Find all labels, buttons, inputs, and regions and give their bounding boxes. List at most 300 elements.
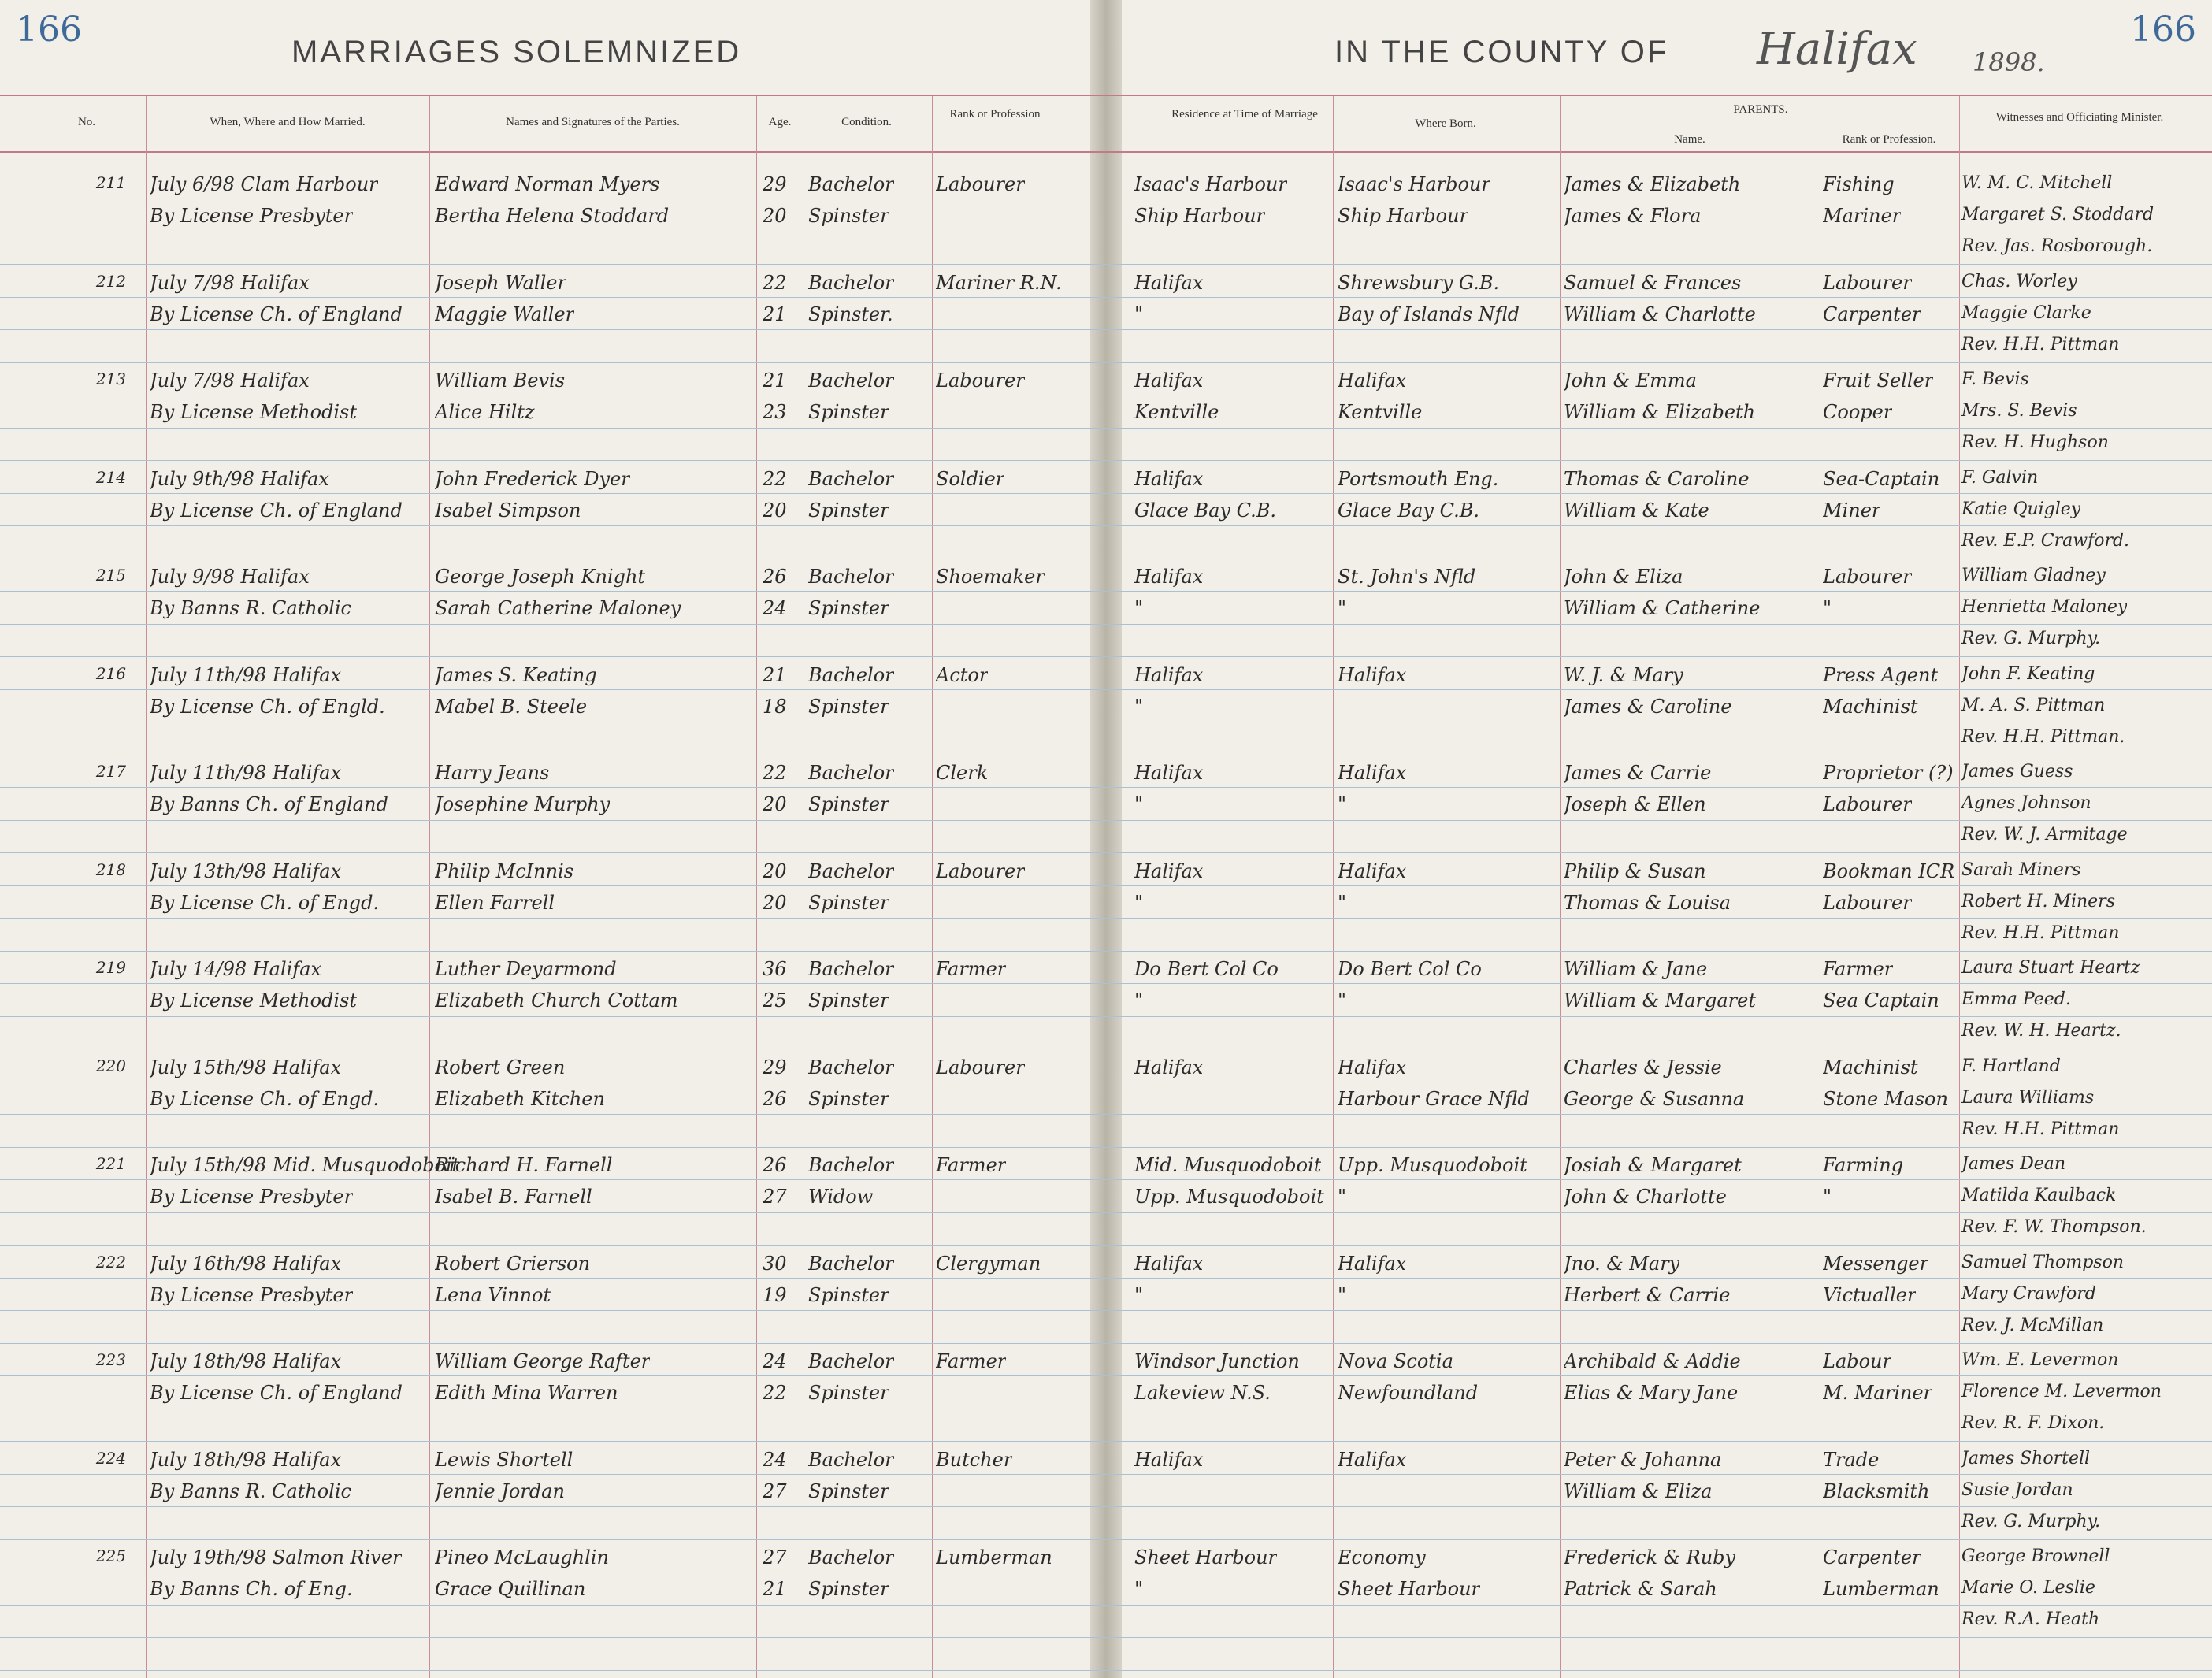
groom-name: George Joseph Knight bbox=[435, 566, 646, 588]
groom-rank: Clergyman bbox=[936, 1252, 1041, 1275]
groom-parents: Josiah & Margaret bbox=[1564, 1154, 1742, 1176]
groom-residence: Mid. Musquodoboit bbox=[1134, 1154, 1322, 1176]
groom-parents: W. J. & Mary bbox=[1564, 663, 1683, 686]
groom-name: James S. Keating bbox=[435, 663, 597, 686]
county-name: Halifax bbox=[1757, 24, 1917, 75]
ruled-line bbox=[0, 918, 2212, 919]
bride-age: 22 bbox=[763, 1382, 787, 1404]
witness-two: M. A. S. Pittman bbox=[1961, 695, 2106, 715]
groom-residence: Halifax bbox=[1134, 271, 1204, 294]
bride-age: 19 bbox=[763, 1283, 787, 1306]
groom-name: Robert Grierson bbox=[435, 1252, 591, 1275]
entry-number: 214 bbox=[95, 467, 126, 487]
groom-name: Harry Jeans bbox=[435, 762, 550, 784]
bride-birthplace: " bbox=[1338, 1283, 1347, 1306]
entry-number: 220 bbox=[95, 1056, 126, 1075]
officiating-minister: Rev. Jas. Rosborough. bbox=[1961, 236, 2153, 256]
entry-number: 211 bbox=[95, 173, 126, 192]
how-married-line: By License Ch. of Engd. bbox=[150, 1087, 380, 1110]
bride-parents: William & Charlotte bbox=[1564, 303, 1756, 325]
ruled-line bbox=[0, 1441, 2212, 1442]
bride-age: 18 bbox=[763, 695, 787, 718]
groom-birthplace: Portsmouth Eng. bbox=[1338, 467, 1499, 490]
witness-two: Maggie Clarke bbox=[1961, 303, 2091, 323]
bride-parents: Joseph & Ellen bbox=[1564, 793, 1706, 815]
groom-parents: William & Jane bbox=[1564, 958, 1708, 980]
groom-age: 27 bbox=[763, 1546, 787, 1568]
groom-parents-rank: Press Agent bbox=[1823, 663, 1939, 686]
bride-birthplace: " bbox=[1338, 793, 1347, 815]
col-header-witnesses: Witnesses and Officiating Minister. bbox=[1995, 111, 2164, 124]
groom-rank: Shoemaker bbox=[936, 566, 1045, 588]
ruled-line bbox=[0, 525, 2212, 526]
bride-age: 20 bbox=[763, 499, 787, 522]
bride-name: Alice Hiltz bbox=[435, 401, 535, 423]
bride-residence: Lakeview N.S. bbox=[1134, 1382, 1271, 1404]
groom-birthplace: Halifax bbox=[1338, 859, 1407, 882]
col-header-no: No. bbox=[77, 116, 96, 128]
bride-condition: Spinster bbox=[808, 205, 889, 227]
groom-parents-rank: Bookman ICR bbox=[1823, 859, 1955, 882]
witness-one: Wm. E. Levermon bbox=[1961, 1350, 2119, 1370]
how-married-line: By License Presbyter bbox=[150, 205, 354, 227]
when-where-line: July 15th/98 Halifax bbox=[150, 1056, 342, 1078]
bride-condition: Spinster bbox=[808, 793, 889, 815]
bride-parents-rank: Labourer bbox=[1823, 793, 1912, 815]
col-header-parents-rank: Rank or Profession. bbox=[1842, 133, 1936, 146]
bride-parents: Patrick & Sarah bbox=[1564, 1578, 1717, 1600]
witness-one: James Dean bbox=[1961, 1154, 2066, 1174]
groom-age: 24 bbox=[763, 1350, 787, 1372]
groom-parents-rank: Labourer bbox=[1823, 566, 1912, 588]
marriage-entry bbox=[0, 762, 2212, 859]
bride-parents-rank: Victualler bbox=[1823, 1283, 1917, 1306]
witness-one: James Guess bbox=[1961, 762, 2073, 781]
how-married-line: By License Ch. of Engld. bbox=[150, 695, 385, 718]
how-married-line: By License Presbyter bbox=[150, 1186, 354, 1208]
col-header-when: When, Where and How Married. bbox=[210, 116, 366, 128]
bride-condition: Spinster bbox=[808, 1479, 889, 1502]
bride-birthplace: " bbox=[1338, 891, 1347, 914]
when-where-line: July 7/98 Halifax bbox=[150, 271, 310, 294]
how-married-line: By Banns Ch. of England bbox=[150, 793, 388, 815]
marriage-entry bbox=[0, 860, 2212, 958]
groom-rank: Lumberman bbox=[936, 1546, 1052, 1568]
groom-name: Richard H. Farnell bbox=[435, 1154, 613, 1176]
bride-condition: Spinster bbox=[808, 695, 889, 718]
bride-birthplace: " bbox=[1338, 989, 1347, 1012]
bride-parents-rank: " bbox=[1823, 1186, 1832, 1208]
marriage-entry bbox=[0, 958, 2212, 1056]
ruled-line bbox=[0, 1147, 2212, 1148]
when-where-line: July 11th/98 Halifax bbox=[150, 663, 342, 686]
groom-parents-rank: Sea-Captain bbox=[1823, 467, 1940, 490]
marriage-entry bbox=[0, 566, 2212, 663]
groom-birthplace: Upp. Musquodoboit bbox=[1338, 1154, 1527, 1176]
when-where-line: July 6/98 Clam Harbour bbox=[150, 173, 378, 195]
groom-condition: Bachelor bbox=[808, 958, 894, 980]
groom-age: 22 bbox=[763, 271, 787, 294]
officiating-minister: Rev. H.H. Pittman bbox=[1961, 923, 2120, 943]
bride-age: 27 bbox=[763, 1186, 787, 1208]
groom-residence: Windsor Junction bbox=[1134, 1350, 1300, 1372]
groom-condition: Bachelor bbox=[808, 566, 894, 588]
ruled-line bbox=[0, 1670, 2212, 1671]
groom-age: 22 bbox=[763, 762, 787, 784]
groom-birthplace: Halifax bbox=[1338, 1448, 1407, 1471]
marriage-entry bbox=[0, 1253, 2212, 1350]
bride-parents: William & Eliza bbox=[1564, 1479, 1713, 1502]
ruled-line bbox=[0, 1375, 2212, 1376]
bride-condition: Spinster bbox=[808, 401, 889, 423]
officiating-minister: Rev. H.H. Pittman bbox=[1961, 1119, 2120, 1139]
bride-parents-rank: Labourer bbox=[1823, 891, 1912, 914]
bride-residence: " bbox=[1134, 793, 1144, 815]
groom-rank: Farmer bbox=[936, 1350, 1007, 1372]
groom-parents: Frederick & Ruby bbox=[1564, 1546, 1736, 1568]
bride-condition: Spinster bbox=[808, 1382, 889, 1404]
entry-number: 225 bbox=[95, 1546, 126, 1565]
groom-name: William Bevis bbox=[435, 369, 566, 392]
officiating-minister: Rev. J. McMillan bbox=[1961, 1315, 2104, 1335]
officiating-minister: Rev. W. H. Heartz. bbox=[1961, 1021, 2121, 1041]
ruled-line bbox=[0, 460, 2212, 461]
groom-parents-rank: Machinist bbox=[1823, 1056, 1918, 1078]
ruled-line bbox=[0, 591, 2212, 592]
groom-age: 26 bbox=[763, 566, 787, 588]
witness-one: W. M. C. Mitchell bbox=[1961, 173, 2113, 193]
bride-name: Ellen Farrell bbox=[435, 891, 555, 914]
witness-one: Chas. Worley bbox=[1961, 271, 2077, 291]
bride-residence: " bbox=[1134, 989, 1144, 1012]
col-header-parents: PARENTS. bbox=[1733, 103, 1788, 116]
witness-one: George Brownell bbox=[1961, 1546, 2110, 1566]
groom-name: Pineo McLaughlin bbox=[435, 1546, 609, 1568]
bride-age: 21 bbox=[763, 1578, 787, 1600]
bride-residence: Kentville bbox=[1134, 401, 1219, 423]
bride-residence: " bbox=[1134, 891, 1144, 914]
col-header-names: Names and Signatures of the Parties. bbox=[506, 116, 680, 128]
groom-age: 21 bbox=[763, 663, 787, 686]
groom-rank: Labourer bbox=[936, 1056, 1025, 1078]
ruled-line bbox=[0, 1310, 2212, 1311]
ruled-line bbox=[0, 1114, 2212, 1115]
groom-parents: Jno. & Mary bbox=[1564, 1252, 1680, 1275]
groom-parents-rank: Labour bbox=[1823, 1350, 1891, 1372]
left-page-number: 166 bbox=[16, 9, 82, 50]
entry-number: 217 bbox=[95, 762, 126, 781]
groom-rank: Farmer bbox=[936, 958, 1007, 980]
bride-name: Mabel B. Steele bbox=[435, 695, 588, 718]
groom-residence: Halifax bbox=[1134, 1056, 1204, 1078]
groom-residence: Sheet Harbour bbox=[1134, 1546, 1278, 1568]
witness-two: Henrietta Maloney bbox=[1961, 597, 2128, 617]
how-married-line: By License Ch. of England bbox=[150, 499, 403, 522]
bride-parents-rank: Mariner bbox=[1823, 205, 1902, 227]
bride-parents: John & Charlotte bbox=[1564, 1186, 1727, 1208]
col-header-parents-name: Name. bbox=[1674, 133, 1705, 146]
groom-parents-rank: Carpenter bbox=[1823, 1546, 1921, 1568]
witness-two: Marie O. Leslie bbox=[1961, 1578, 2095, 1598]
officiating-minister: Rev. W. J. Armitage bbox=[1961, 825, 2128, 845]
groom-name: John Frederick Dyer bbox=[435, 467, 630, 490]
groom-residence: Halifax bbox=[1134, 566, 1204, 588]
entry-number: 224 bbox=[95, 1448, 126, 1468]
groom-name: Edward Norman Myers bbox=[435, 173, 660, 195]
groom-rank: Mariner R.N. bbox=[936, 271, 1062, 294]
how-married-line: By License Presbyter bbox=[150, 1283, 354, 1306]
witness-two: Emma Peed. bbox=[1961, 989, 2071, 1009]
ruled-line bbox=[0, 1506, 2212, 1507]
groom-name: Joseph Waller bbox=[435, 271, 566, 294]
ruled-line bbox=[0, 689, 2212, 690]
groom-rank: Labourer bbox=[936, 173, 1025, 195]
groom-parents: John & Eliza bbox=[1564, 566, 1683, 588]
groom-condition: Bachelor bbox=[808, 271, 894, 294]
witness-one: John F. Keating bbox=[1961, 663, 2095, 684]
groom-parents-rank: Labourer bbox=[1823, 271, 1912, 294]
marriage-entry bbox=[0, 272, 2212, 369]
officiating-minister: Rev. H. Hughson bbox=[1961, 432, 2109, 452]
when-where-line: July 18th/98 Halifax bbox=[150, 1448, 342, 1471]
bride-residence: " bbox=[1134, 303, 1144, 325]
ruled-line bbox=[0, 1637, 2212, 1638]
ruled-line bbox=[0, 852, 2212, 853]
witness-two: Agnes Johnson bbox=[1961, 793, 2091, 813]
groom-parents: John & Emma bbox=[1564, 369, 1697, 392]
ruled-line bbox=[0, 1212, 2212, 1213]
ruled-line bbox=[0, 885, 2212, 886]
bride-birthplace: Newfoundland bbox=[1338, 1382, 1479, 1404]
groom-residence: Halifax bbox=[1134, 762, 1204, 784]
bride-name: Grace Quillinan bbox=[435, 1578, 586, 1600]
groom-condition: Bachelor bbox=[808, 173, 894, 195]
entry-number: 222 bbox=[95, 1252, 126, 1271]
groom-birthplace: Isaac's Harbour bbox=[1338, 173, 1490, 195]
groom-rank: Labourer bbox=[936, 369, 1025, 392]
bride-condition: Spinster bbox=[808, 1087, 889, 1110]
bride-parents: William & Kate bbox=[1564, 499, 1709, 522]
ruled-line bbox=[0, 264, 2212, 265]
bride-age: 27 bbox=[763, 1479, 787, 1502]
groom-age: 22 bbox=[763, 467, 787, 490]
bride-parents-rank: Miner bbox=[1823, 499, 1881, 522]
bride-residence: " bbox=[1134, 1283, 1144, 1306]
bride-parents-rank: M. Mariner bbox=[1823, 1382, 1932, 1404]
groom-parents: James & Carrie bbox=[1564, 762, 1712, 784]
witness-two: Margaret S. Stoddard bbox=[1961, 205, 2154, 225]
bride-age: 26 bbox=[763, 1087, 787, 1110]
ruled-line bbox=[0, 787, 2212, 788]
when-where-line: July 9/98 Halifax bbox=[150, 566, 310, 588]
groom-residence: Isaac's Harbour bbox=[1134, 173, 1287, 195]
how-married-line: By Banns Ch. of Eng. bbox=[150, 1578, 353, 1600]
officiating-minister: Rev. E.P. Crawford. bbox=[1961, 530, 2130, 551]
groom-age: 36 bbox=[763, 958, 787, 980]
groom-name: Luther Deyarmond bbox=[435, 958, 617, 980]
bride-age: 25 bbox=[763, 989, 787, 1012]
groom-parents-rank: Messenger bbox=[1823, 1252, 1929, 1275]
groom-birthplace: Halifax bbox=[1338, 663, 1407, 686]
bride-parents-rank: Lumberman bbox=[1823, 1578, 1939, 1600]
groom-age: 20 bbox=[763, 859, 787, 882]
bride-residence: Ship Harbour bbox=[1134, 205, 1266, 227]
how-married-line: By License Ch. of Engd. bbox=[150, 891, 380, 914]
groom-condition: Bachelor bbox=[808, 1154, 894, 1176]
groom-birthplace: Halifax bbox=[1338, 762, 1407, 784]
groom-birthplace: Halifax bbox=[1338, 369, 1407, 392]
groom-condition: Bachelor bbox=[808, 1350, 894, 1372]
groom-age: 29 bbox=[763, 1056, 787, 1078]
bride-name: Isabel Simpson bbox=[435, 499, 581, 522]
bride-residence: " bbox=[1134, 1578, 1144, 1600]
bride-age: 20 bbox=[763, 891, 787, 914]
witness-one: James Shortell bbox=[1961, 1448, 2091, 1468]
bride-parents: Thomas & Louisa bbox=[1564, 891, 1731, 914]
bride-name: Bertha Helena Stoddard bbox=[435, 205, 670, 227]
bride-age: 20 bbox=[763, 205, 787, 227]
bride-condition: Spinster bbox=[808, 989, 889, 1012]
officiating-minister: Rev. R.A. Heath bbox=[1961, 1609, 2100, 1629]
when-where-line: July 14/98 Halifax bbox=[150, 958, 322, 980]
entry-number: 218 bbox=[95, 859, 126, 879]
bride-residence: Glace Bay C.B. bbox=[1134, 499, 1276, 522]
groom-parents-rank: Farmer bbox=[1823, 958, 1894, 980]
marriage-entry bbox=[0, 468, 2212, 566]
ruled-line bbox=[0, 297, 2212, 298]
bride-parents: George & Susanna bbox=[1564, 1087, 1745, 1110]
groom-age: 30 bbox=[763, 1252, 787, 1275]
ruled-line bbox=[0, 428, 2212, 429]
bride-parents-rank: Sea Captain bbox=[1823, 989, 1939, 1012]
register-title-right: IN THE COUNTY OF bbox=[1334, 35, 1669, 69]
groom-condition: Bachelor bbox=[808, 762, 894, 784]
bride-name: Jennie Jordan bbox=[435, 1479, 565, 1502]
ruled-line bbox=[0, 624, 2212, 625]
groom-birthplace: Nova Scotia bbox=[1338, 1350, 1453, 1372]
groom-parents-rank: Proprietor (?) bbox=[1823, 762, 1954, 784]
ruled-line bbox=[0, 1016, 2212, 1017]
groom-residence: Halifax bbox=[1134, 663, 1204, 686]
groom-rank: Farmer bbox=[936, 1154, 1007, 1176]
bride-age: 20 bbox=[763, 793, 787, 815]
groom-birthplace: Do Bert Col Co bbox=[1338, 958, 1482, 980]
when-where-line: July 19th/98 Salmon River bbox=[150, 1546, 402, 1568]
entry-number: 215 bbox=[95, 566, 126, 585]
marriage-entry bbox=[0, 1449, 2212, 1546]
ruled-line bbox=[0, 1343, 2212, 1344]
groom-condition: Bachelor bbox=[808, 1448, 894, 1471]
bride-age: 24 bbox=[763, 597, 787, 619]
groom-residence: Halifax bbox=[1134, 1448, 1204, 1471]
when-where-line: July 7/98 Halifax bbox=[150, 369, 310, 392]
groom-rank: Labourer bbox=[936, 859, 1025, 882]
groom-residence: Halifax bbox=[1134, 467, 1204, 490]
bride-name: Elizabeth Kitchen bbox=[435, 1087, 605, 1110]
bride-name: Maggie Waller bbox=[435, 303, 575, 325]
bride-parents: Elias & Mary Jane bbox=[1564, 1382, 1739, 1404]
register-title-left: MARRIAGES SOLEMNIZED bbox=[291, 35, 742, 69]
officiating-minister: Rev. H.H. Pittman. bbox=[1961, 726, 2125, 747]
groom-birthplace: St. John's Nfld bbox=[1338, 566, 1476, 588]
bride-name: Elizabeth Church Cottam bbox=[435, 989, 678, 1012]
witness-two: Susie Jordan bbox=[1961, 1479, 2073, 1500]
ruled-line bbox=[0, 951, 2212, 952]
groom-rank: Soldier bbox=[936, 467, 1005, 490]
bride-parents-rank: Stone Mason bbox=[1823, 1087, 1948, 1110]
ruled-line bbox=[0, 820, 2212, 821]
groom-birthplace: Halifax bbox=[1338, 1056, 1407, 1078]
bride-residence: " bbox=[1134, 695, 1144, 718]
marriage-entry bbox=[0, 173, 2212, 271]
witness-two: Florence M. Levermon bbox=[1961, 1382, 2162, 1401]
groom-residence: Halifax bbox=[1134, 369, 1204, 392]
bride-parents-rank: " bbox=[1823, 597, 1832, 619]
groom-residence: Halifax bbox=[1134, 1252, 1204, 1275]
marriage-entry bbox=[0, 1350, 2212, 1448]
col-header-age: Age. bbox=[768, 116, 792, 128]
bride-birthplace: Kentville bbox=[1338, 401, 1423, 423]
witness-one: F. Hartland bbox=[1961, 1056, 2061, 1076]
witness-two: Mrs. S. Bevis bbox=[1961, 401, 2077, 421]
when-where-line: July 18th/98 Halifax bbox=[150, 1350, 342, 1372]
how-married-line: By Banns R. Catholic bbox=[150, 1479, 351, 1502]
witness-two: Laura Williams bbox=[1961, 1087, 2095, 1108]
ruled-line bbox=[0, 1179, 2212, 1180]
groom-name: Lewis Shortell bbox=[435, 1448, 573, 1471]
bride-condition: Spinster bbox=[808, 1283, 889, 1306]
header-rule-top bbox=[0, 95, 2212, 96]
when-where-line: July 9th/98 Halifax bbox=[150, 467, 329, 490]
entry-number: 212 bbox=[95, 271, 126, 291]
bride-birthplace: " bbox=[1338, 597, 1347, 619]
groom-condition: Bachelor bbox=[808, 369, 894, 392]
bride-parents: James & Caroline bbox=[1564, 695, 1732, 718]
right-page-number: 166 bbox=[2130, 9, 2196, 50]
bride-condition: Spinster bbox=[808, 1578, 889, 1600]
groom-condition: Bachelor bbox=[808, 663, 894, 686]
bride-birthplace: Glace Bay C.B. bbox=[1338, 499, 1479, 522]
entry-number: 221 bbox=[95, 1154, 126, 1173]
bride-condition: Spinster. bbox=[808, 303, 893, 325]
ruled-line bbox=[0, 1539, 2212, 1540]
groom-birthplace: Shrewsbury G.B. bbox=[1338, 271, 1500, 294]
groom-parents: James & Elizabeth bbox=[1564, 173, 1741, 195]
groom-rank: Actor bbox=[936, 663, 989, 686]
col-header-rank: Rank or Profession bbox=[949, 108, 1041, 121]
marriage-entry bbox=[0, 1056, 2212, 1154]
ruled-line bbox=[0, 656, 2212, 657]
how-married-line: By License Ch. of England bbox=[150, 303, 403, 325]
marriage-entry bbox=[0, 1546, 2212, 1644]
when-where-line: July 15th/98 Mid. Musquodoboit bbox=[150, 1154, 460, 1176]
groom-condition: Bachelor bbox=[808, 859, 894, 882]
witness-two: Matilda Kaulback bbox=[1961, 1186, 2117, 1205]
groom-parents-rank: Farming bbox=[1823, 1154, 1904, 1176]
witness-two: Mary Crawford bbox=[1961, 1283, 2096, 1304]
groom-parents: Charles & Jessie bbox=[1564, 1056, 1722, 1078]
ruled-line bbox=[0, 1474, 2212, 1475]
bride-parents: James & Flora bbox=[1564, 205, 1702, 227]
how-married-line: By License Methodist bbox=[150, 401, 358, 423]
bride-birthplace: Ship Harbour bbox=[1338, 205, 1469, 227]
bride-parents: William & Margaret bbox=[1564, 989, 1756, 1012]
ruled-line bbox=[0, 362, 2212, 363]
groom-parents: Peter & Johanna bbox=[1564, 1448, 1722, 1471]
entry-number: 223 bbox=[95, 1350, 126, 1369]
groom-condition: Bachelor bbox=[808, 467, 894, 490]
groom-birthplace: Halifax bbox=[1338, 1252, 1407, 1275]
